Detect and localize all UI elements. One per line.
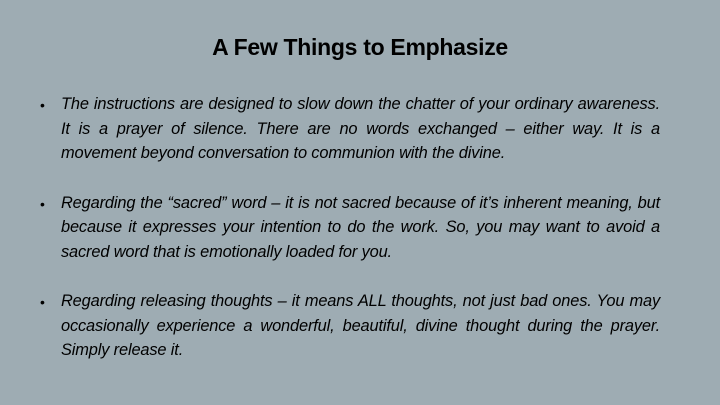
bullet-icon: • <box>40 195 45 212</box>
bullet-icon: • <box>40 294 45 310</box>
bullet-text: Regarding releasing thoughts – it means ALL thoughts, not just bad ones. You may occasionally experience a wonderful, beautiful, divine thought during the prayer. Simply release it. <box>61 292 660 359</box>
bullet-item <box>38 289 660 363</box>
bullet-item <box>38 92 660 166</box>
bullet-item <box>38 191 660 265</box>
bullet-text: Regarding the “sacred” word – it is not sacred because of it’s inherent meaning, but because it expresses your intention to do the work. So, you may want to avoid a sacred word that is emotionally loaded for you. <box>61 193 660 261</box>
slide-title: A Few Things to Emphasize <box>212 34 508 60</box>
bullet-list <box>38 92 660 388</box>
bullet-text: The instructions are designed to slow down the chatter of your ordinary awareness. It is a prayer of silence. There are no words exchanged – either way. It is a movement beyond conversation to communion with the divine. <box>61 95 660 162</box>
bullet-icon: • <box>40 97 45 113</box>
